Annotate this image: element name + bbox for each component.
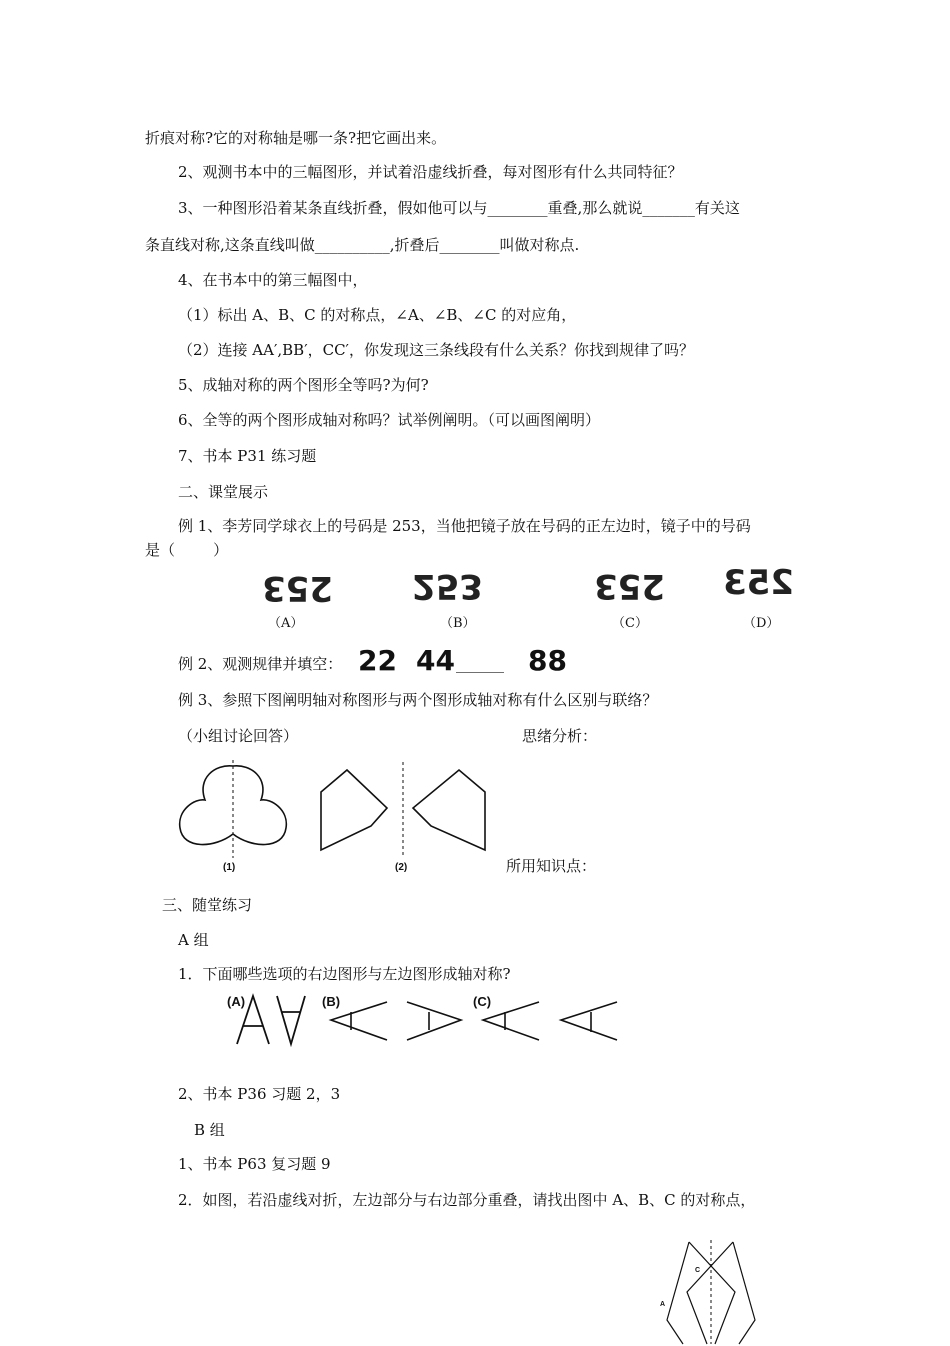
question-6: 6、全等的两个图形成轴对称吗？试举例阐明。（可以画图阐明） [178, 411, 601, 429]
figure-label: (2) [395, 862, 408, 873]
b-exercise-2: 2．如图，若沿虚线对折，左边部分与右边部分重叠，请找出图中 A、B、C 的对称点， [178, 1191, 756, 1209]
group-a-heading: A 组 [178, 931, 209, 949]
knowledge-label: 所用知识点： [506, 857, 597, 875]
text-line: 折痕对称?它的对称轴是哪一条?把它画出来。 [145, 129, 447, 147]
arrow-shape-right [407, 1002, 461, 1040]
question-7: 7、书本 P31 练习题 [178, 447, 317, 465]
question-2: 2、观测书本中的三幅图形，并试着沿虚线折叠，每对图形有什么共同特征？ [178, 163, 683, 181]
pentagon-right [413, 770, 485, 850]
option-label: (A) [227, 994, 246, 1009]
option-c-label: （C） [612, 616, 648, 631]
b-exercise-1: 1、书本 P63 复习题 9 [178, 1155, 331, 1173]
point-label: C [695, 1267, 701, 1274]
option-label: (C) [473, 994, 492, 1009]
symmetry-figures [175, 758, 505, 878]
option-a-label: （A） [268, 616, 304, 631]
sequence-item: 88 [528, 644, 567, 677]
sequence-item: 22 [358, 644, 397, 677]
option-label: (B) [322, 994, 341, 1009]
analysis-label: 思绪分析： [522, 727, 598, 745]
point-label: A [660, 1301, 666, 1308]
option-b-number: 253 [412, 566, 483, 606]
option-d-label: （D） [743, 616, 780, 631]
arrow-shape-left [561, 1002, 617, 1040]
inverted-a-shape [277, 996, 305, 1044]
pentagon-left [321, 770, 387, 850]
section-heading: 二、课堂展示 [178, 483, 269, 501]
option-d-number: 253 [723, 563, 794, 603]
exercise-1: 1．下面哪些选项的右边图形与左边图形成轴对称? [178, 965, 511, 983]
figure-label: (1) [223, 862, 236, 873]
option-a-number: 253 [262, 568, 333, 608]
question-5: 5、成轴对称的两个图形全等吗?为何? [178, 376, 429, 394]
answer-blank[interactable]: ______ [456, 654, 504, 673]
group-b-heading: B 组 [194, 1121, 225, 1139]
section-heading: 三、随堂练习 [162, 896, 253, 914]
question-3: 3、一种图形沿着某条直线折叠，假如他可以与________重叠,那么就说_______有关这 [178, 199, 740, 217]
fold-figure [655, 1236, 785, 1346]
example-3: 例 3、参照下图阐明轴对称图形与两个图形成轴对称有什么区别与联络？ [178, 691, 658, 709]
group-discussion: （小组讨论回答） [178, 727, 299, 745]
question-4-1: （1）标出 A、B、C 的对称点，∠A、∠B、∠C 的对应角， [178, 306, 577, 324]
option-c-number: 253 [594, 566, 665, 606]
text-line: 是（ ） [145, 541, 229, 559]
example-1: 例 1、李芳同学球衣上的号码是 253，当他把镜子放在号码的正左边时，镜子中的号码 [178, 517, 751, 535]
question-4: 4、在书本中的第三幅图中， [178, 271, 368, 289]
option-b-label: （B） [440, 616, 476, 631]
example-2: 例 2、观测规律并填空： [178, 655, 343, 673]
question-4-2: （2）连接 AA′,BB′，CC′，你发现这三条线段有什么关系？你找到规律了吗？ [178, 341, 694, 359]
exercise-figures [225, 992, 625, 1048]
exercise-2: 2、书本 P36 习题 2，3 [178, 1085, 341, 1103]
text-line: 条直线对称,这条直线叫做__________,折叠后________叫做对称点. [145, 236, 580, 254]
sequence-item: 44 [416, 644, 455, 677]
arrow-shape-left [483, 1002, 539, 1040]
